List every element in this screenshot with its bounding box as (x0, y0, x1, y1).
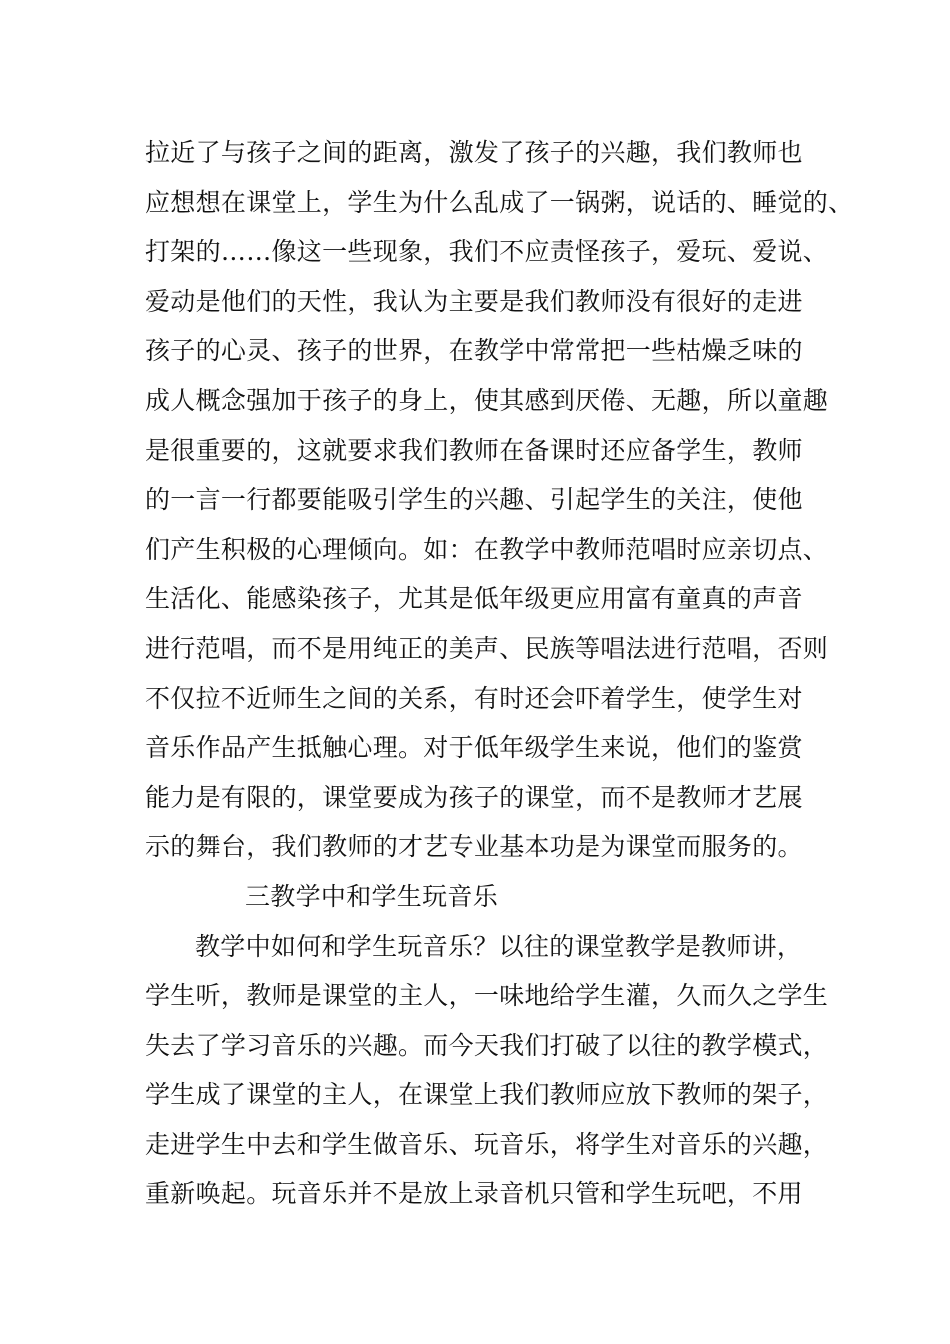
paragraph-line: 失去了学习音乐的兴趣。而今天我们打破了以往的教学模式， (145, 1030, 829, 1060)
paragraph-line: 拉近了与孩子之间的距离，激发了孩子的兴趣，我们教师也 (145, 138, 803, 167)
paragraph-line: 走进学生中去和学生做音乐、玩音乐，将学生对音乐的兴趣， (145, 1129, 829, 1159)
paragraph-line: 教学中如何和学生玩音乐？以往的课堂教学是教师讲， (195, 931, 803, 961)
paragraph-line: 能力是有限的，课堂要成为孩子的课堂，而不是教师才艺展 (145, 782, 803, 812)
paragraph-line: 孩子的心灵、孩子的世界，在教学中常常把一些枯燥乏味的 (145, 336, 803, 366)
paragraph-line: 不仅拉不近师生之间的关系，有时还会吓着学生，使学生对 (145, 683, 803, 713)
paragraph-line: 示的舞台，我们教师的才艺专业基本功是为课堂而服务的。 (145, 832, 803, 862)
paragraph-line: 学生成了课堂的主人，在课堂上我们教师应放下教师的架子， (145, 1080, 829, 1110)
paragraph-line: 生活化、能感染孩子，尤其是低年级更应用富有童真的声音 (145, 584, 803, 614)
document-body (145, 128, 854, 1219)
paragraph-line: 打架的……像这一些现象，我们不应责怪孩子，爱玩、爱说、 (145, 237, 829, 267)
paragraph-line: 爱动是他们的天性，我认为主要是我们教师没有很好的走进 (145, 286, 803, 316)
paragraph-line: 是很重要的，这就要求我们教师在备课时还应备学生，教师 (145, 435, 803, 465)
paragraph-line: 的一言一行都要能吸引学生的兴趣、引起学生的关注，使他 (145, 485, 803, 515)
paragraph-line: 们产生积极的心理倾向。如：在教学中教师范唱时应亲切点、 (145, 534, 829, 564)
paragraph-line: 进行范唱，而不是用纯正的美声、民族等唱法进行范唱，否则 (145, 633, 829, 663)
paragraph-line: 重新唤起。玩音乐并不是放上录音机只管和学生玩吧，不用 (145, 1179, 803, 1209)
paragraph-line: 学生听，教师是课堂的主人，一味地给学生灌，久而久之学生 (145, 981, 829, 1011)
paragraph-line: 音乐作品产生抵触心理。对于低年级学生来说，他们的鉴赏 (145, 733, 803, 763)
section-heading: 三教学中和学生玩音乐 (245, 881, 499, 911)
paragraph-line: 成人概念强加于孩子的身上，使其感到厌倦、无趣，所以童趣 (145, 385, 829, 415)
paragraph-line: 应想想在课堂上，学生为什么乱成了一锅粥，说话的、睡觉的、 (145, 187, 854, 217)
